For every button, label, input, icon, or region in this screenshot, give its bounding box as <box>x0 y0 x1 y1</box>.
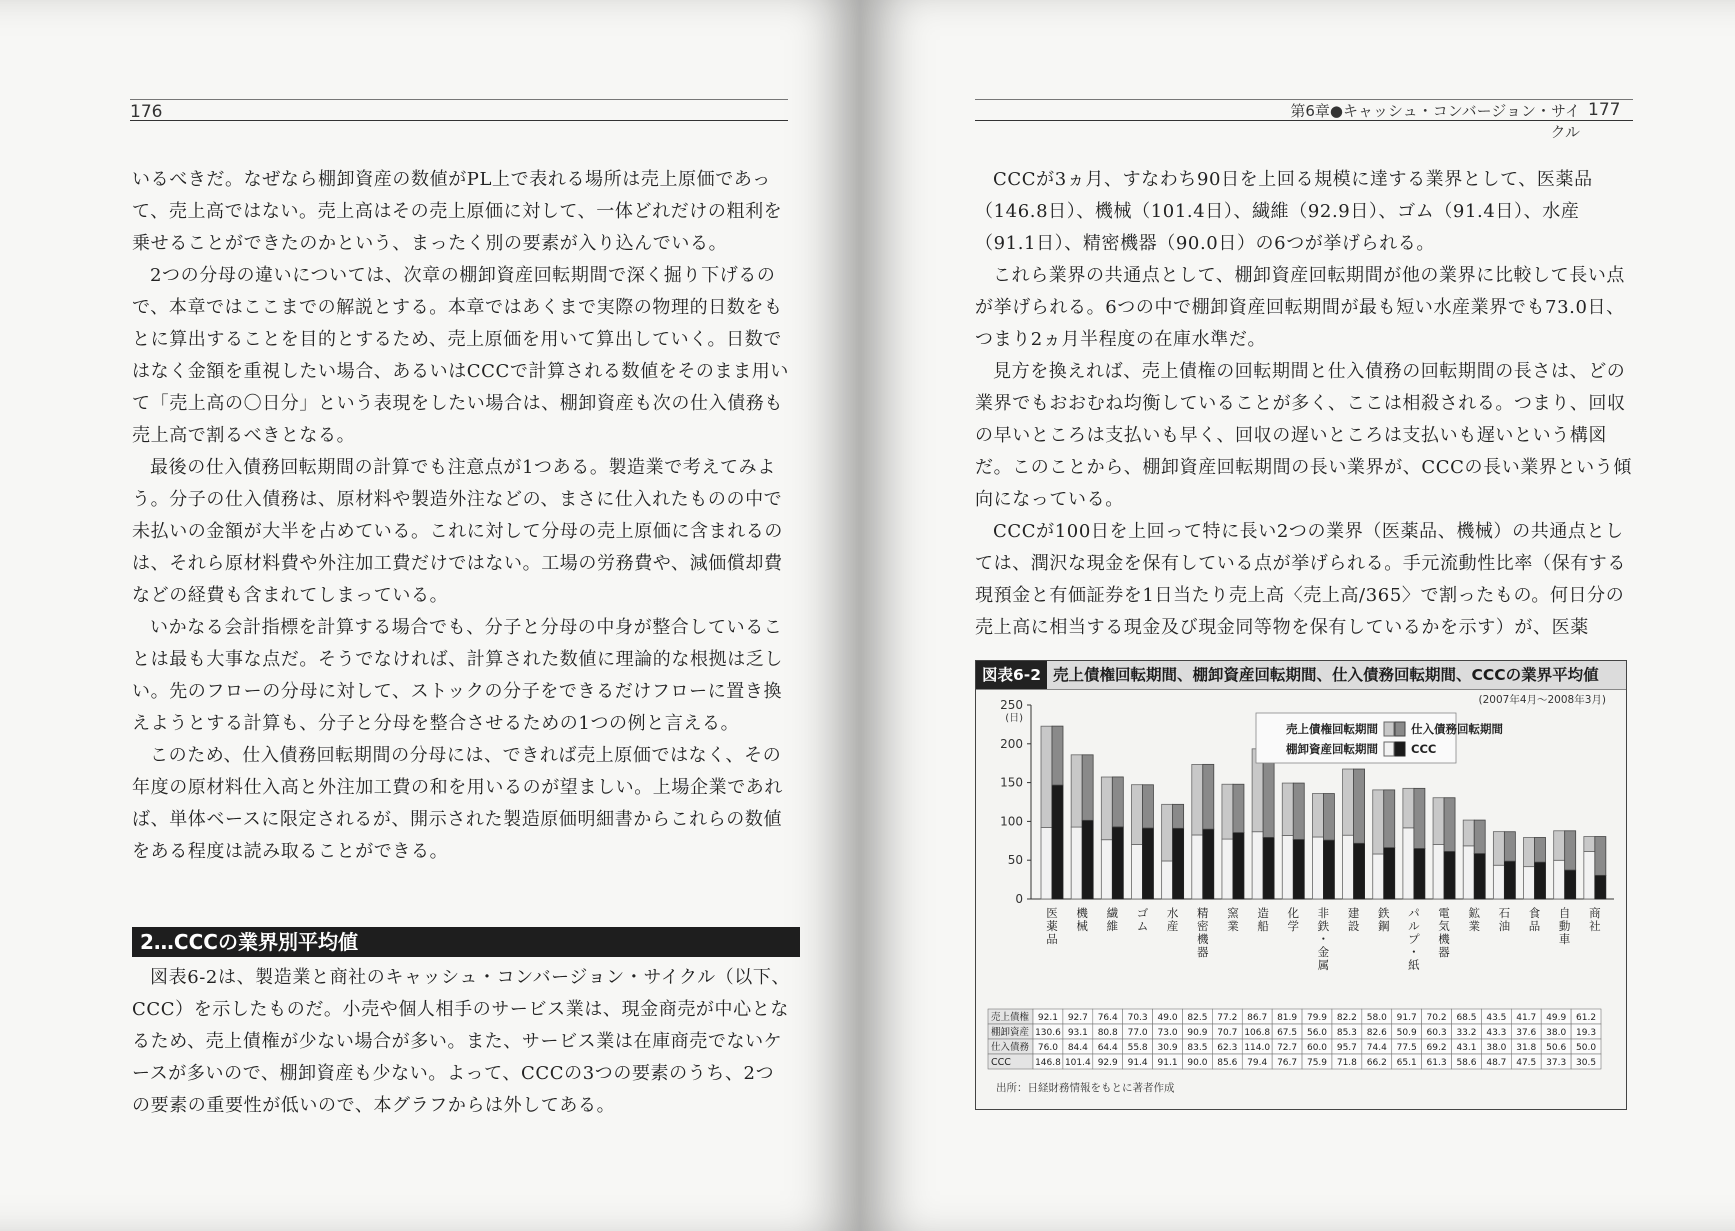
table-value: 76.0 <box>1037 1043 1058 1053</box>
table-value: 43.3 <box>1486 1028 1507 1038</box>
bar-payables <box>1414 788 1425 848</box>
legend-label: 棚卸資産回転期間 <box>1286 742 1378 756</box>
table-value: 77.2 <box>1217 1013 1238 1023</box>
paragraph: 図表6-2は、製造業と商社のキャッシュ・コンバージョン・サイクル（以下、CCC）を示したものだ。小売や個人相手のサービス業は、現金商売が中心となるため、売上債権が少ない場合が多い。また、サービス業は在庫商売でないケースが多いので、棚卸資産も少ない。よって、CCCの3つの要素のうち、2つの要素の重要性が低いので、本グラフからは外してある。 <box>132 967 791 1116</box>
paragraph: 見方を換えれば、売上債権の回転期間と仕入債務の回転期間の長さは、どの業界でもおおむね均衡していることが多く、ここは相殺される。つまり、回収の早いところは支払いも早く、回収の遅いところは支払いも遅いという構図だ。このことから、棚卸資産回転期間の長い業界が、CCCの長い業界という傾向になっている。 <box>975 361 1632 510</box>
x-tick-label-char: 属 <box>1317 958 1330 972</box>
table-value: 81.9 <box>1277 1013 1298 1023</box>
table-value: 79.9 <box>1306 1013 1328 1023</box>
page-number: 177 <box>1588 100 1621 120</box>
table-row-header: CCC <box>991 1057 1011 1068</box>
table-value: 93.1 <box>1067 1028 1088 1038</box>
bar-receivables <box>1282 783 1293 835</box>
table-value: 71.8 <box>1336 1058 1357 1068</box>
bar-ccc <box>1444 851 1455 899</box>
table-value: 41.7 <box>1516 1013 1537 1023</box>
table-value: 83.5 <box>1187 1043 1208 1053</box>
x-tick-label-char: 食 <box>1528 906 1541 920</box>
table-value: 62.3 <box>1217 1043 1238 1053</box>
x-tick-label-char: 薬 <box>1046 919 1058 933</box>
running-head: 第6章●キャッシュ・コンバージョン・サイクル <box>1290 102 1580 141</box>
y-tick-label: 50 <box>1007 853 1023 868</box>
table-value: 82.2 <box>1336 1013 1357 1023</box>
table-row-header: 仕入債務 <box>991 1042 1030 1053</box>
table-value: 84.4 <box>1067 1043 1088 1053</box>
table-value: 80.8 <box>1097 1028 1118 1038</box>
table-value: 76.7 <box>1277 1058 1298 1068</box>
x-tick-label-char: 窯 <box>1227 906 1239 920</box>
table-value: 56.0 <box>1306 1028 1328 1038</box>
x-tick-label-char: 品 <box>1528 919 1541 933</box>
y-axis-unit: (日) <box>1005 713 1023 724</box>
x-tick-label-char: 造 <box>1257 906 1269 920</box>
bar-inventory <box>1252 832 1263 899</box>
bar-receivables <box>1071 755 1082 827</box>
bar-receivables <box>1131 785 1142 845</box>
table-value: 74.4 <box>1366 1043 1387 1053</box>
paragraph: CCCが100日を上回って特に長い2つの業界（医薬品、機械）の共通点としては、潤沢な現金を保有している点が挙げられる。手元流動性比率（保有する現預金と有価証券を1日当たり売上高〈売上高/365〉で割ったもの。何日分の売上高に相当する現金及び現金同等物を保有しているかを示す）が、医薬 <box>975 521 1626 638</box>
x-tick-label-char: 医 <box>1046 906 1058 920</box>
y-tick-label: 250 <box>1000 698 1023 712</box>
table-value: 19.3 <box>1576 1028 1597 1038</box>
x-tick-label-char: ・ <box>1408 945 1420 959</box>
x-tick-label-char: 鉄 <box>1377 906 1390 920</box>
table-value: 30.9 <box>1157 1043 1178 1053</box>
table-value: 82.5 <box>1187 1013 1208 1023</box>
table-value: 65.1 <box>1396 1058 1417 1068</box>
x-tick-label-char: 機 <box>1438 932 1450 946</box>
x-tick-label-char: ゴ <box>1136 906 1149 920</box>
bar-ccc <box>1354 843 1365 899</box>
figure-label: 図表6-2 <box>976 661 1047 689</box>
table-value: 95.7 <box>1336 1043 1357 1053</box>
bar-inventory <box>1524 867 1535 899</box>
chart-svg <box>976 691 1626 1109</box>
table-value: 64.4 <box>1097 1043 1118 1053</box>
x-tick-label-char: 設 <box>1347 919 1360 933</box>
left-page <box>0 0 860 1231</box>
page-number: 176 <box>130 102 163 122</box>
table-value: 49.9 <box>1546 1013 1567 1023</box>
bar-inventory <box>1041 828 1052 899</box>
x-tick-label-char: 繊 <box>1106 906 1119 920</box>
bar-payables <box>1354 769 1365 843</box>
table-value: 37.6 <box>1516 1028 1537 1038</box>
bar-inventory <box>1554 860 1565 899</box>
bar-receivables <box>1041 726 1052 827</box>
bar-inventory <box>1192 835 1203 899</box>
table-value: 130.6 <box>1035 1028 1061 1038</box>
table-value: 77.0 <box>1127 1028 1148 1038</box>
legend-swatch-payables <box>1395 722 1405 736</box>
table-value: 90.0 <box>1187 1058 1208 1068</box>
bar-receivables <box>1373 790 1384 854</box>
table-value: 50.6 <box>1546 1043 1567 1053</box>
x-tick-label-char: 密 <box>1197 919 1209 933</box>
table-value: 38.0 <box>1486 1043 1507 1053</box>
table-value: 58.0 <box>1366 1013 1387 1023</box>
table-value: 58.6 <box>1456 1058 1477 1068</box>
bar-inventory <box>1373 854 1384 899</box>
x-tick-label-char: 紙 <box>1408 958 1420 972</box>
bar-payables <box>1233 784 1244 832</box>
table-value: 90.9 <box>1187 1028 1208 1038</box>
bar-receivables <box>1222 784 1233 839</box>
bar-payables <box>1173 804 1184 828</box>
x-tick-label-char: 電 <box>1438 906 1450 920</box>
bar-receivables <box>1312 794 1323 837</box>
figure-6-2 <box>975 660 1627 1110</box>
bar-payables <box>1384 790 1395 848</box>
table-value: 91.1 <box>1157 1058 1178 1068</box>
legend-swatch-ccc <box>1395 742 1405 756</box>
bar-inventory <box>1162 861 1173 899</box>
bar-payables <box>1504 832 1515 861</box>
bar-inventory <box>1433 845 1444 899</box>
table-value: 61.3 <box>1426 1058 1447 1068</box>
table-value: 55.8 <box>1127 1043 1148 1053</box>
table-value: 86.7 <box>1247 1013 1268 1023</box>
table-value: 70.2 <box>1426 1013 1447 1023</box>
bar-ccc <box>1233 833 1244 899</box>
bar-inventory <box>1282 835 1293 899</box>
bar-inventory <box>1222 839 1233 899</box>
table-value: 50.0 <box>1576 1043 1597 1053</box>
table-value: 50.9 <box>1396 1028 1417 1038</box>
table-value: 70.7 <box>1217 1028 1238 1038</box>
x-tick-label-char: 金 <box>1317 945 1330 959</box>
x-tick-label-char: パ <box>1408 906 1420 920</box>
bar-inventory <box>1312 837 1323 899</box>
table-value: 37.3 <box>1546 1058 1567 1068</box>
bar-receivables <box>1554 831 1565 860</box>
paragraph: いるべきだ。なぜなら棚卸資産の数値がPL上で表れる場所は売上原価であって、売上高ではない。売上高はその売上原価に対して、一体どれだけの粗利を乗せることができたのかという、まったく別の要素が入り込んでいる。 <box>132 169 783 254</box>
table-row-header: 売上債権 <box>991 1012 1030 1023</box>
bar-receivables <box>1463 820 1474 846</box>
bar-payables <box>1082 755 1093 820</box>
bar-receivables <box>1101 777 1112 840</box>
section-body <box>132 962 792 1122</box>
left-body <box>132 164 792 868</box>
bar-receivables <box>1433 798 1444 845</box>
table-row-header: 棚卸資産 <box>991 1027 1030 1038</box>
bar-ccc <box>1263 837 1274 899</box>
x-tick-label-char: 鋼 <box>1377 919 1390 933</box>
header-rule-top <box>130 99 788 100</box>
bar-receivables <box>1493 832 1504 866</box>
x-tick-label-char: 器 <box>1438 945 1450 959</box>
bar-receivables <box>1162 804 1173 861</box>
table-value: 38.0 <box>1546 1028 1567 1038</box>
x-tick-label-char: 気 <box>1438 919 1450 933</box>
x-tick-label-char: 船 <box>1257 919 1269 933</box>
x-tick-label-char: 化 <box>1287 906 1300 920</box>
x-tick-label-char: ・ <box>1317 932 1330 946</box>
x-tick-label-char: 水 <box>1166 906 1179 920</box>
chart-period: (2007年4月～2008年3月) <box>1478 694 1606 706</box>
x-tick-label-char: 維 <box>1106 919 1119 933</box>
bar-payables <box>1203 764 1214 829</box>
legend-label: CCC <box>1411 742 1437 756</box>
bar-inventory <box>1403 828 1414 899</box>
table-value: 67.5 <box>1277 1028 1298 1038</box>
bar-ccc <box>1173 828 1184 899</box>
y-tick-label: 0 <box>1015 892 1023 906</box>
figure-title-bar <box>976 661 1626 690</box>
table-value: 60.3 <box>1426 1028 1447 1038</box>
table-value: 92.9 <box>1097 1058 1118 1068</box>
x-tick-label-char: 商 <box>1589 906 1601 920</box>
bar-receivables <box>1584 837 1595 852</box>
x-tick-label-char: 鉄 <box>1317 919 1330 933</box>
bar-ccc <box>1052 785 1063 899</box>
table-value: 68.5 <box>1456 1013 1477 1023</box>
table-value: 69.2 <box>1426 1043 1447 1053</box>
bar-payables <box>1052 726 1063 785</box>
bar-inventory <box>1493 865 1504 899</box>
bar-payables <box>1323 794 1334 841</box>
x-tick-label-char: 産 <box>1166 919 1179 933</box>
table-value: 47.5 <box>1516 1058 1537 1068</box>
x-tick-label-char: 機 <box>1197 932 1209 946</box>
section-heading: 2…CCCの業界別平均値 <box>132 927 800 957</box>
x-tick-label-char: 動 <box>1558 919 1571 933</box>
bar-inventory <box>1101 840 1112 899</box>
bar-receivables <box>1343 769 1354 835</box>
table-value: 31.8 <box>1516 1043 1537 1053</box>
bar-payables <box>1112 777 1123 827</box>
x-tick-label-char: 車 <box>1558 932 1571 946</box>
table-value: 101.4 <box>1064 1058 1091 1068</box>
bar-ccc <box>1565 870 1576 899</box>
bar-payables <box>1293 783 1304 839</box>
table-value: 66.2 <box>1366 1058 1387 1068</box>
legend-label: 売上債権回転期間 <box>1286 722 1378 736</box>
x-tick-label-char: 鉱 <box>1468 906 1480 920</box>
bar-ccc <box>1203 829 1214 899</box>
legend-swatch-inventory <box>1384 742 1394 756</box>
bar-ccc <box>1082 820 1093 899</box>
table-value: 43.5 <box>1486 1013 1507 1023</box>
table-value: 49.0 <box>1157 1013 1178 1023</box>
bar-receivables <box>1403 788 1414 827</box>
bar-ccc <box>1384 848 1395 899</box>
bar-ccc <box>1323 840 1334 899</box>
table-value: 92.1 <box>1037 1013 1058 1023</box>
legend-label: 仕入債務回転期間 <box>1411 722 1503 736</box>
bar-payables <box>1535 837 1546 862</box>
table-value: 85.6 <box>1217 1058 1238 1068</box>
x-tick-label-char: 機 <box>1076 906 1088 920</box>
paragraph: 最後の仕入債務回転期間の計算でも注意点が1つある。製造業で考えてみよう。分子の仕入債務は、原材料や製造外注などの、まさに仕入れたものの中で未払いの金額が大半を占めている。これに対して分母の売上原価に含まれるのは、それら原材料費や外注加工費だけではない。工場の労務費や、減価償却費などの経費も含まれてしまっている。 <box>132 457 783 606</box>
bar-ccc <box>1142 828 1153 899</box>
bar-ccc <box>1504 861 1515 899</box>
table-value: 33.2 <box>1456 1028 1477 1038</box>
bar-receivables <box>1192 764 1203 835</box>
table-value: 43.1 <box>1456 1043 1477 1053</box>
bar-ccc <box>1595 875 1606 899</box>
table-value: 60.0 <box>1306 1043 1328 1053</box>
table-value: 48.7 <box>1486 1058 1507 1068</box>
right-body <box>975 164 1635 644</box>
x-tick-label-char: ル <box>1408 919 1420 933</box>
x-tick-label-char: 建 <box>1347 906 1360 920</box>
x-tick-label-char: 械 <box>1076 919 1088 933</box>
figure-source: 出所：日経財務情報をもとに著者作成 <box>996 1082 1175 1094</box>
paragraph: CCCが3ヵ月、すなわち90日を上回る規模に達する業界として、医薬品（146.8日）、機械（101.4日）、繊維（92.9日）、ゴム（91.4日）、水産（91.1日）、精密機器（90.0日）の6つが挙げられる。 <box>975 169 1593 254</box>
bar-payables <box>1474 820 1485 853</box>
x-tick-label-char: プ <box>1408 932 1420 946</box>
table-value: 79.4 <box>1247 1058 1268 1068</box>
figure-title: 売上債権回転期間、棚卸資産回転期間、仕入債務回転期間、CCCの業界平均値 <box>1053 666 1599 684</box>
x-tick-label-char: 自 <box>1558 906 1571 920</box>
x-tick-label-char: 石 <box>1498 906 1511 920</box>
table-value: 76.4 <box>1097 1013 1118 1023</box>
table-value: 77.5 <box>1396 1043 1417 1053</box>
table-value: 75.9 <box>1306 1058 1328 1068</box>
bar-ccc <box>1414 848 1425 899</box>
bar-inventory <box>1463 846 1474 899</box>
y-tick-label: 100 <box>1000 814 1023 829</box>
bar-inventory <box>1584 852 1595 899</box>
y-tick-label: 200 <box>1000 736 1023 751</box>
header-rule <box>130 120 788 121</box>
table-value: 114.0 <box>1244 1043 1271 1053</box>
table-value: 72.7 <box>1277 1043 1298 1053</box>
x-tick-label-char: 油 <box>1498 919 1511 933</box>
bar-payables <box>1565 831 1576 870</box>
table-value: 73.0 <box>1157 1028 1178 1038</box>
table-value: 146.8 <box>1035 1058 1061 1068</box>
paragraph: いかなる会計指標を計算する場合でも、分子と分母の中身が整合していることは最も大事な点だ。そうでなければ、計算された数値に理論的な根拠は乏しい。先のフローの分母に対して、ストックの分子をできるだけフローに置き換えようとする計算も、分子と分母を整合させるための1つの例と言える。 <box>132 617 783 734</box>
table-value: 106.8 <box>1244 1028 1271 1038</box>
paragraph: このため、仕入債務回転期間の分母には、できれば売上原価ではなく、その年度の原材料仕入高と外注加工費の和を用いるのが望ましい。上場企業であれば、単体ベースに限定されるが、開示された製造原価明細書からこれらの数値をある程度は読み取ることができる。 <box>132 745 783 862</box>
table-value: 92.7 <box>1067 1013 1088 1023</box>
table-value: 91.4 <box>1127 1058 1148 1068</box>
bar-inventory <box>1343 835 1354 899</box>
x-tick-label-char: 精 <box>1197 906 1209 920</box>
table-value: 82.6 <box>1366 1028 1387 1038</box>
bar-payables <box>1142 785 1153 828</box>
x-tick-label-char: 器 <box>1197 945 1209 959</box>
y-tick-label: 150 <box>1000 775 1023 790</box>
bar-ccc <box>1293 839 1304 899</box>
legend-swatch-receivables <box>1384 722 1394 736</box>
x-tick-label-char: 業 <box>1468 919 1480 933</box>
table-value: 61.2 <box>1576 1013 1597 1023</box>
table-value: 70.3 <box>1127 1013 1148 1023</box>
bar-inventory <box>1071 827 1082 899</box>
x-tick-label-char: 品 <box>1046 932 1058 946</box>
table-value: 85.3 <box>1336 1028 1357 1038</box>
paragraph: これら業界の共通点として、棚卸資産回転期間が他の業界に比較して長い点が挙げられる。6つの中で棚卸資産回転期間が最も短い水産業界でも73.0日、つまり2ヵ月半程度の在庫水準だ。 <box>975 265 1626 350</box>
bar-ccc <box>1474 854 1485 899</box>
bar-ccc <box>1112 827 1123 899</box>
x-tick-label-char: 学 <box>1287 919 1300 933</box>
table-value: 30.5 <box>1576 1058 1597 1068</box>
bar-receivables <box>1524 837 1535 866</box>
bar-ccc <box>1535 862 1546 899</box>
x-tick-label-char: 社 <box>1589 919 1601 933</box>
x-tick-label-char: 業 <box>1227 919 1239 933</box>
bar-payables <box>1595 837 1606 876</box>
x-tick-label-char: ム <box>1136 919 1149 933</box>
bar-payables <box>1444 798 1455 852</box>
x-tick-label-char: 非 <box>1317 906 1330 920</box>
paragraph: 2つの分母の違いについては、次章の棚卸資産回転期間で深く掘り下げるので、本章ではここまでの解説とする。本章ではあくまで実際の物理的日数をもとに算出することを目的とするため、売上原価を用いて算出していく。日数ではなく金額を重視したい場合、あるいはCCCで計算される数値をそのまま用いて「売上高の〇日分」という表現をしたい場合は、棚卸資産も次の仕入債務も売上高で割るべきとなる。 <box>132 265 789 446</box>
table-value: 91.7 <box>1396 1013 1417 1023</box>
bar-inventory <box>1131 844 1142 899</box>
